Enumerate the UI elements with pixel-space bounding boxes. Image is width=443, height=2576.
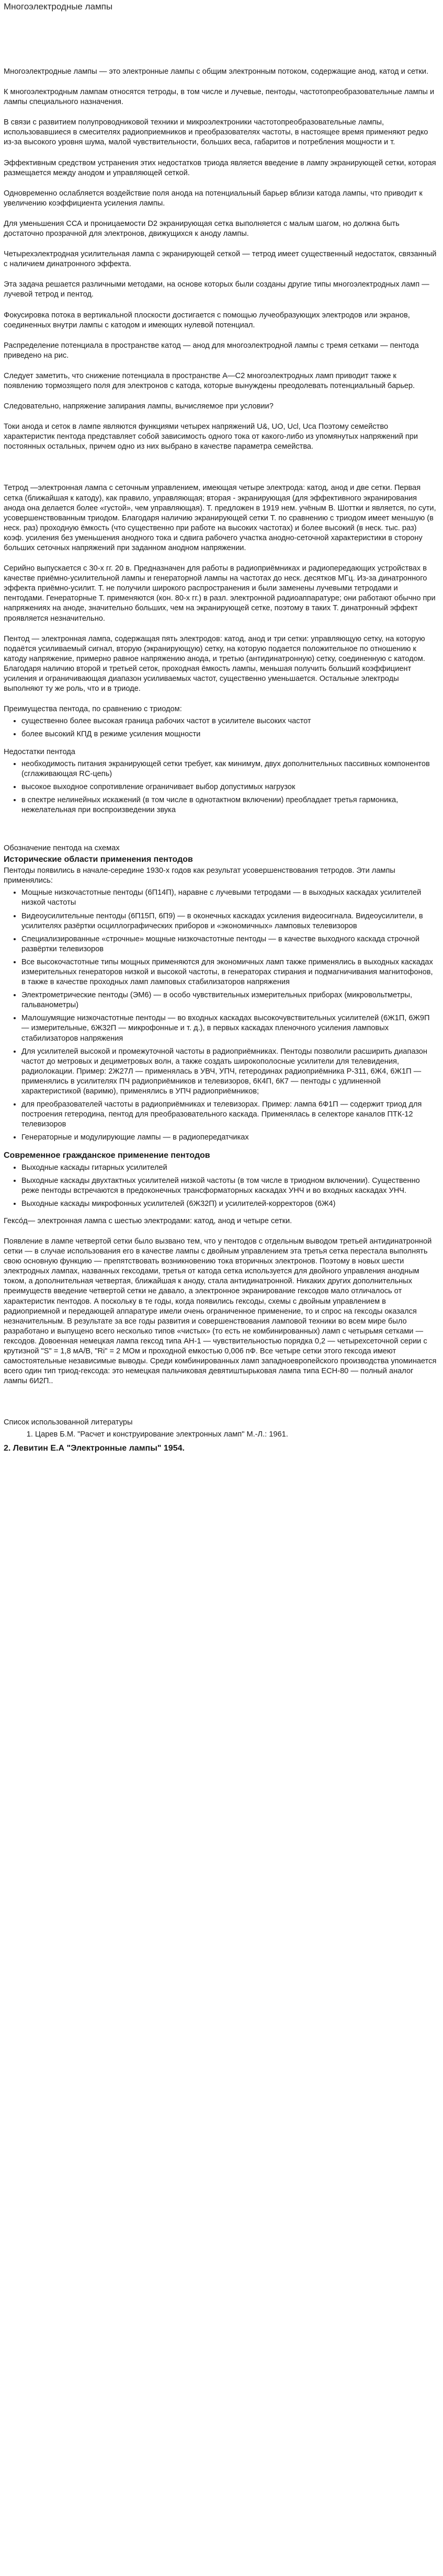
list-item: • Выходные каскады двухтактных усилителей низкой частоты (в том числе в триодном включении). Существенно реже пентоды встречаются в предоконечных трансформаторных каскадах УНЧ и во входных каскадах УНЧ. bbox=[21, 1176, 438, 1196]
paragraph: Эффективным средством устранения этих недостатков триода является введение в лампу экранирующей сетки, которая размещается между анодом и управляющей сеткой. bbox=[4, 158, 436, 177]
paragraph: Следовательно, напряжение запирания лампы, вычисляемое при условии? bbox=[4, 402, 274, 411]
paragraph: Распределение потенциала в пространстве катод — анод для многоэлектродной лампы с тремя сетками — пентода приведено на рис. bbox=[4, 341, 419, 360]
list-item: • более высокий КПД в режиме усиления мощности bbox=[21, 730, 438, 739]
list-item: • Генераторные и модулирующие лампы — в радиопередатчиках bbox=[21, 1133, 438, 1143]
list-item: • для преобразователей частоты в радиоприёмниках и телевизорах. Пример: лампа 6Ф1П — содержит триод для построения гетеродина, пентод для преобразовательного каскада. Применялась в селекторе каналов ПТК-12 телевизоров bbox=[21, 1100, 438, 1130]
spacer bbox=[4, 1397, 438, 1418]
advantages-list bbox=[4, 716, 438, 739]
paragraph: К многоэлектродным лампам относятся тетроды, в том числе и лучевые, пентоды, частотопреобразовательные лампы и лампы специального назначения. bbox=[4, 88, 435, 107]
paragraph: Серийно выпускается с 30-х гг. 20 в. Предназначен для работы в радиоприёмниках и радиопередающих устройствах в качестве приёмно-усилительной лампы и генераторной лампы на частотах до неск. десятков МГц. Из-за динатронного эффекта приёмно-усилит. Т. не получили широкого распространения и были заменены лучевыми тетродами и пентодами. Генераторные Т. применяются (кон. 80-х гг.) в разл. электронной радиоаппаратуре; они работают обычно при напряжениях на аноде, значительно больших, чем на экранирующей сетке, поэтому в таких Т. динатронный эффект проявляется незначительно. bbox=[4, 564, 436, 623]
paragraph: Для уменьшения ССА и проницаемости D2 экранирующая сетка выполняется с малым шагом, но должна быть достаточно прозрачной для электронов, движущихся к аноду лампы. bbox=[4, 219, 400, 238]
paragraph: Гексо́д— электронная лампа с шестью электродами: катод, анод и четыре сетки. bbox=[4, 1216, 292, 1225]
paragraph: Четырехэлектродная усилительная лампа с экранирующей сеткой — тетрод имеет существенный недостаток, связанный с наличием динатронного эффекта. bbox=[4, 250, 437, 269]
list-item: • Малошумящие низкочастотные пентоды — во входных каскадах высокочувствительных усилителей (6Ж1П, 6Ж9П — измерительные, 6Ж32П — микрофонные и т. д.), в первых каскадах пленочного усиления ламповых стабилизаторов напряжения bbox=[21, 1013, 438, 1043]
paragraph: В связи с развитием полупроводниковой техники и микроэлектроники частотопреобразовательные лампы, использовавшиеся в смесителях радиоприемников и преобразователях частоты, в настоящее время применяют редко из-за высокого уровня шума, малой чувствительности, больших веса, габаритов и потребления мощности и т. bbox=[4, 118, 428, 147]
section-heading: Исторические области применения пентодов bbox=[4, 855, 193, 864]
paragraph: Эта задача решается различными методами, на основе которых были созданы другие типы многоэлектродных ламп — лучевой тетрод и пентод. bbox=[4, 280, 429, 299]
list-item: • Выходные каскады гитарных усилителей bbox=[21, 1163, 438, 1173]
list-item: • Специализированные «строчные» мощные низкочастотные пентоды — в качестве выходного каскада строчной развёртки телевизоров bbox=[21, 934, 438, 954]
drawbacks-list bbox=[4, 759, 438, 815]
list-item: • Выходные каскады микрофонных усилителей (6Ж32П) и усилителей-корректоров (6Ж4) bbox=[21, 1199, 438, 1209]
list-item: • высокое выходное сопротивление ограничивает выбор допустимых нагрузок bbox=[21, 782, 438, 792]
list-item: • необходимость питания экранирующей сетки требует, как минимум, двух дополнительных пассивных компонентов (сглаживающая RC-цепь) bbox=[21, 759, 438, 779]
section-heading: Современное гражданское применение пентодов bbox=[4, 1150, 210, 1160]
paragraph: Следует заметить, что снижение потенциала в пространстве А—С2 многоэлектродных ламп приводит также к появлению тормозящего поля для электронов с катода, которые вынуждены преодолевать потенциальный барьер. bbox=[4, 371, 415, 390]
list-item: • Все высокочастотные типы мощных применяются для экономичных ламп также применялись в выходных каскадах измерительных генераторов низкой и высокой частоты, в генераторах стирания и подмагничивания магнитофонов, в также в качестве проходных ламп ламповых стабилизаторов напряжения bbox=[21, 958, 438, 987]
reference-item: 1. Царев Б.М. "Расчет и конструирование электронных ламп" М.-Л.: 1961. bbox=[35, 1430, 438, 1440]
paragraph: Пентод — электронная лампа, содержащая пять электродов: катод, анод и три сетки: управляющую сетку, на которую подаётся усиливаемый сигнал, вторую (экранирующую) сетку, на которую подается положительное по отношению к катоду напряжение, примерно равное напряжению анода, и третью (антидинатронную) сетку, соединенную с катодом. Благодаря наличию второй и третьей сеток, проходная ёмкость лампы, меньшая получить больший коэффициент усиления и ограничивающая диапазон усиливаемых частот, существенно уменьшается. Остальные электроды выполняют ту же роль, что и в триоде. bbox=[4, 634, 425, 693]
paragraph: Пентоды появились в начале-середине 1930-х годов как результат усовершенствования тетродов. Эти лампы применялись: bbox=[4, 867, 395, 885]
reference-item-bold: 2. Левитин Е.А "Электронные лампы" 1954. bbox=[4, 1443, 185, 1453]
references-heading: Список использованной литературы bbox=[4, 1418, 133, 1427]
figure-caption: Обозначение пентода на схемах bbox=[4, 844, 120, 853]
document-body bbox=[4, 67, 438, 1453]
paragraph: Токи анода и сеток в лампе являются функциями четырех напряжений U&, UO, Ucl, Uca Поэтому семейство характеристик пентода представляет собой зависимость одного тока от какого-либо из упомянутых напряжений при постоянных остальных, причем одно из них выбрано в качестве параметра семейства. bbox=[4, 423, 418, 451]
paragraph: Появление в лампе четвертой сетки было вызвано тем, что у пентодов с отдельным выводом третьей антидинатронной сетки — в случае использования его в качестве лампы с двойным управлением эта третья сетка перестала выполнять свою основную функцию — препятствовать возникновению тока вторичных электронов. Поэтому в новых шести электродных лампах, названных гексодами, третья от катода сетка используется для двойного управления анодным током, а дополнительная четвертая, ближайшая к аноду, стала антидинатронной. Никаких других дополнительных преимуществ введение четвертой сетки не давало, а электронное экранирование гексодов мало отличалось от характеристик пентодов. А поскольку в те годы, когда появились гексоды, схемы с двойным управлением в радиоприемной и передающей аппаратуре имели очень ограниченное применение, то и спрос на гексоды оказался незначительным. В результате за все годы развития и совершенствования ламповой техники во всем мире было разработано и выпущено всего несколько типов «чистых» (то есть не комбинированных) ламп с четырьмя сетками — гексодов. Довоенная немецкая лампа гексод типа АН-1 — чувствительностью порядка 0,2 — четырехсеточной серии с крутизной "S" = 1,8 мА/В, "Ri" = 2 МОм и проходной емкостью 0,006 пФ. Все четыре сетки этого гексода имеют самостоятельные независимые выводы. Среди комбинированных ламп западноевропейского производства упоминается всего один тип триод-гексода: это немецкая пальчиковая девятиштырьковая лампа типа ЕСН-80 — полный аналог лампы 6И2П.. bbox=[4, 1237, 437, 1386]
list-item: • Электрометрические пентоды (ЭМ6) — в особо чувствительных измерительных приборах (микровольтметры, гальванометры) bbox=[21, 990, 438, 1010]
list-item: • в спектре нелинейных искажений (в том числе в однотактном включении) преобладает третья гармоника, нежелательная при воспроизведении звука bbox=[21, 795, 438, 815]
modern-list bbox=[4, 1163, 438, 1209]
list-item: • Видеоусилительные пентоды (6П15П, 6П9) — в оконечных каскадах усиления видеосигнала. Видеоусилители, в усилителях разёртки осциллографических приборов и «экономичных» ламповых телевизоров bbox=[21, 911, 438, 931]
history-list bbox=[4, 888, 438, 1143]
paragraph: Тетрод —электронная лампа с сеточным управлением, имеющая четыре электрода: катод, анод и две сетки. Первая сетка (ближайшая к катоду), как правило, управляющая; вторая - экранирующая (для эффективного экранирования анода она делается более «густой», чем управляющая). Т. предложен в 1919 нем. учёным В. Шоттки и является, по сути, усовершенствованным триодом. Благодаря наличию экранирующей сетки Т. по сравнению с триодом имеет меньшую (в неск. раз) проходную ёмкость (что существенно при работе на высоких частотах) и более высокий (в неск. тыс. раз) коэф. усиления без уменьшения анодного тока и сдвига рабочего участка анодно-сеточной характеристики в сторону больших сеточных напряжений при заданном анодном напряжении. bbox=[4, 484, 436, 552]
figure-gap bbox=[4, 823, 438, 844]
paragraph: Многоэлектродные лампы — это электронные лампы с общим электронным потоком, содержащие анод, катод и сетки. bbox=[4, 67, 429, 76]
list-item: • Для усилителей высокой и промежуточной частоты в радиоприёмниках. Пентоды позволили расширить диапазон частот до метровых и дециметровых волн, а также создать широкополосные усилители для телевидения, радиолокации. Пример: 2Ж27Л — применялась в УВЧ, УПЧ, гетеродинах радиоприёмника Р-311, 6Ж4, 6Ж1П — применялись в усилителях ПЧ радиоприёмников и телевизоров, 6К4П, 6К7 — пентоды с удлиненной характеристикой (варимю), применялись в УПЧ радиоприёмников; bbox=[21, 1047, 438, 1097]
drawbacks-heading: Недостатки пентода bbox=[4, 747, 75, 756]
references-list bbox=[4, 1430, 438, 1440]
paragraph: Фокусировка потока в вертикальной плоскости достигается с помощью лучеобразующих электродов или экранов, соединенных внутри лампы с катодом и имеющих нулевой потенциал. bbox=[4, 311, 410, 329]
page-title: Многоэлектродные лампы bbox=[4, 2, 113, 12]
advantages-heading: Преимущества пентода, по сравнению с триодом: bbox=[4, 705, 182, 714]
list-item: • существенно более высокая граница рабочих частот в усилителе высоких частот bbox=[21, 716, 438, 726]
list-item: • Мощные низкочастотные пентоды (6П14П), наравне с лучевыми тетродами — в выходных каскадах усилителей низкой частоты bbox=[21, 888, 438, 908]
figure-gap bbox=[4, 462, 438, 483]
paragraph: Одновременно ослабляется воздействие поля анода на потенциальный барьер вблизи катода лампы, что приводит к увеличению коэффициента усиления лампы. bbox=[4, 189, 423, 208]
